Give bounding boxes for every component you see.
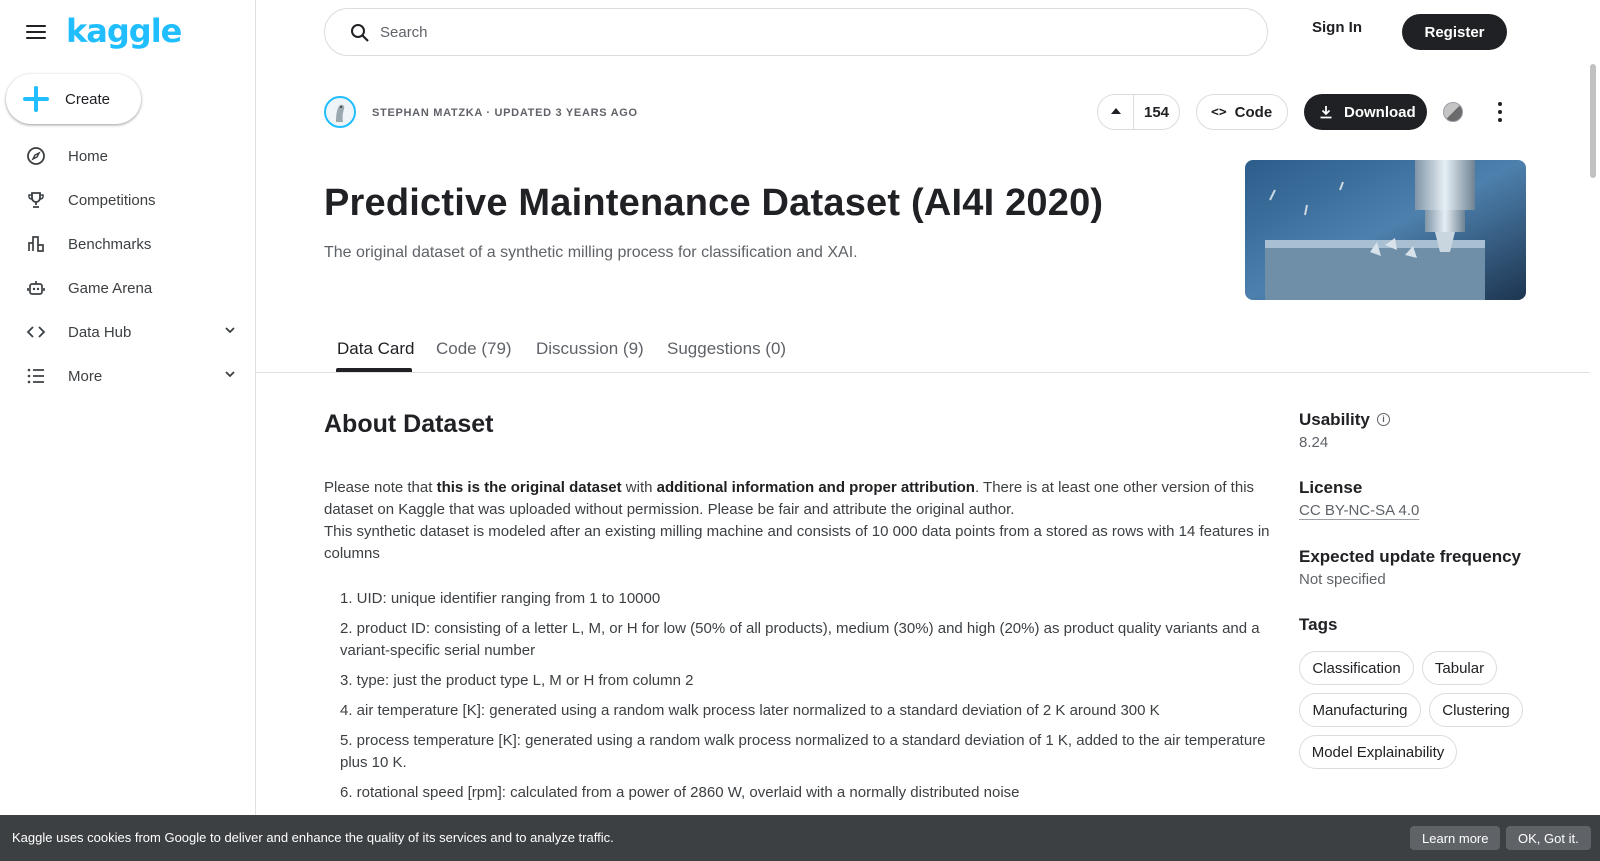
tag-chip[interactable]: Tabular <box>1422 651 1497 685</box>
upvote-count: 154 <box>1143 103 1170 121</box>
avatar[interactable] <box>324 96 356 128</box>
code-icon: <> <box>1211 104 1227 120</box>
tab-suggestions[interactable]: Suggestions (0) <box>667 339 787 358</box>
about-paragraph-1: Please note that this is the original dataset with additional information and proper attribution. There is at least one other version of this dataset on Kaggle that was uploaded without permission. Please be fair and attribute the original author. <box>324 479 1255 518</box>
list-item: 6. rotational speed [rpm]: calculated from a power of 2860 W, overlaid with a normally distributed noise <box>340 784 1020 801</box>
register-button[interactable]: Register <box>1402 14 1507 50</box>
sidebar-item-label: Data Hub <box>68 323 132 341</box>
tag-chip[interactable]: Clustering <box>1429 693 1523 727</box>
more-options-icon[interactable] <box>1497 100 1503 124</box>
sidebar-item-more[interactable] <box>0 354 256 398</box>
sidebar <box>0 0 256 861</box>
theme-toggle-icon[interactable] <box>1443 102 1463 122</box>
code-button-label: Code <box>1234 103 1273 121</box>
usability-value: 8.24 <box>1299 434 1329 451</box>
create-label: Create <box>65 90 111 108</box>
accept-cookies-button[interactable]: OK, Got it. <box>1506 826 1591 850</box>
sidebar-item-home[interactable] <box>0 134 256 178</box>
sidebar-item-competitions[interactable] <box>0 178 256 222</box>
sidebar-item-label: More <box>68 367 103 385</box>
bar-chart-icon <box>26 234 46 254</box>
list-item: 2. product ID: consisting of a letter L, M, or H for low (50% of all products), medium (30%) and high (20%) as product quality variants and a variant-specific serial number <box>340 620 1260 659</box>
tag-chip[interactable]: Model Explainability <box>1299 735 1457 769</box>
cookie-banner <box>0 815 1600 861</box>
download-icon <box>1319 105 1333 119</box>
plus-icon <box>23 86 49 112</box>
learn-more-button[interactable]: Learn more <box>1410 826 1500 850</box>
about-paragraph-2: This synthetic dataset is modeled after an existing milling machine and consists of 10 000 data points from a stored as rows with 14 features in columns <box>324 523 1270 562</box>
update-frequency-value: Not specified <box>1299 571 1386 588</box>
sidebar-item-game-arena[interactable] <box>0 266 256 310</box>
sidebar-item-data-hub[interactable] <box>0 310 256 354</box>
license-link[interactable]: CC BY-NC-SA 4.0 <box>1299 502 1420 519</box>
update-frequency-label: Expected update frequency <box>1299 547 1522 566</box>
list-item: 3. type: just the product type L, M or H from column 2 <box>340 672 694 689</box>
upvote-button[interactable] <box>1098 95 1134 129</box>
sign-in-button[interactable]: Sign In <box>1312 19 1362 36</box>
robot-icon <box>26 278 46 298</box>
sidebar-item-benchmarks[interactable] <box>0 222 256 266</box>
sidebar-header <box>0 0 256 64</box>
sidebar-item-label: Competitions <box>68 191 156 209</box>
upvote-widget <box>1097 94 1180 130</box>
chevron-down-icon[interactable] <box>224 368 236 380</box>
license-label: License <box>1299 478 1363 497</box>
dataset-cover-image <box>1245 160 1526 300</box>
chevron-down-icon[interactable] <box>224 324 236 336</box>
code-brackets-icon <box>26 322 46 342</box>
active-tab-indicator <box>336 368 412 372</box>
about-heading: About Dataset <box>324 410 494 438</box>
tags-label: Tags <box>1299 615 1338 634</box>
scrollbar[interactable] <box>1590 64 1596 178</box>
list-item: 4. air temperature [K]: generated using a random walk process later normalized to a standard deviation of 2 K around 300 K <box>340 702 1160 719</box>
trophy-icon <box>26 190 46 210</box>
info-icon[interactable]: i <box>1377 413 1390 426</box>
tab-code[interactable]: Code (79) <box>436 339 512 358</box>
sidebar-item-label: Benchmarks <box>68 235 152 253</box>
download-button-label: Download <box>1344 103 1416 121</box>
download-button[interactable] <box>1304 94 1427 130</box>
sidebar-item-label: Home <box>68 147 109 165</box>
usability-label: Usability <box>1299 410 1370 429</box>
list-item: 5. process temperature [K]: generated using a random walk process normalized to a standard deviation of 1 K, added to the air temperature plus 10 K. <box>340 732 1266 771</box>
create-button[interactable] <box>6 74 141 124</box>
tag-chip[interactable]: Classification <box>1299 651 1414 685</box>
page-title: Predictive Maintenance Dataset (AI4I 2020) <box>324 182 1104 224</box>
sidebar-item-label: Game Arena <box>68 279 153 297</box>
dataset-tabs <box>256 329 1590 373</box>
code-button[interactable] <box>1196 94 1288 130</box>
compass-icon <box>26 146 46 166</box>
list-icon <box>26 366 46 386</box>
search-placeholder: Search <box>380 23 428 41</box>
dataset-byline: STEPHAN MATZKA · UPDATED 3 YEARS AGO <box>372 107 638 119</box>
cookie-text: Kaggle uses cookies from Google to deliver and enhance the quality of its services and to analyze traffic. <box>12 830 614 845</box>
tab-discussion[interactable]: Discussion (9) <box>536 339 644 358</box>
list-item: 1. UID: unique identifier ranging from 1 to 10000 <box>340 590 661 607</box>
search-icon <box>349 22 371 44</box>
tab-data-card[interactable]: Data Card <box>337 339 415 358</box>
kaggle-logo[interactable]: kaggle <box>66 12 182 50</box>
page-subtitle: The original dataset of a synthetic milling process for classification and XAI. <box>324 244 858 261</box>
tag-chip[interactable]: Manufacturing <box>1299 693 1421 727</box>
search-input[interactable] <box>324 8 1268 56</box>
menu-icon[interactable] <box>24 20 48 44</box>
